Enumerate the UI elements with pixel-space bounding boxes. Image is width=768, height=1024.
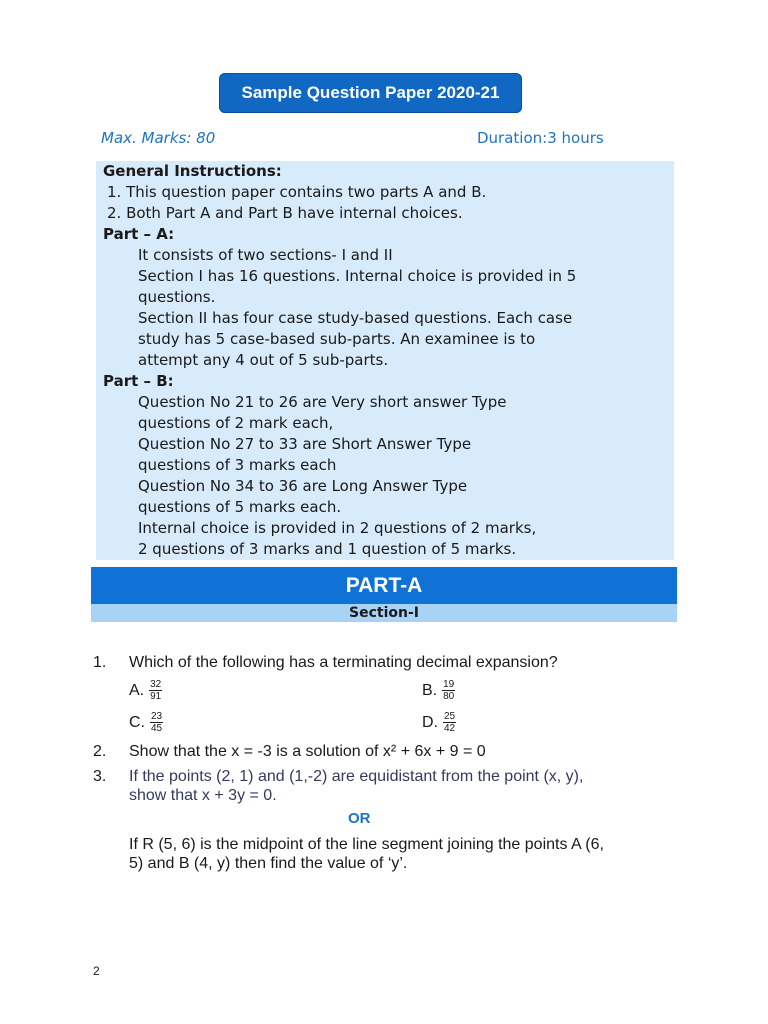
paper-title-box [219, 73, 522, 113]
section-title: Section-I [349, 605, 419, 621]
denominator: 80 [443, 691, 455, 702]
numerator: 32 [150, 679, 162, 690]
fraction [443, 711, 456, 734]
denominator: 45 [151, 723, 163, 734]
part-a-banner [91, 567, 677, 604]
option-label: A. [129, 681, 145, 699]
part-a-line: attempt any 4 out of 5 sub-parts. [138, 351, 389, 369]
section-banner [91, 604, 677, 622]
question-text: Which of the following has a terminating decimal expansion? [129, 654, 558, 671]
part-b-line: 2 questions of 3 marks and 1 question of 5 marks. [138, 540, 517, 558]
question-text: Show that the x = -3 is a solution of x² + 6x + 9 = 0 [129, 743, 486, 760]
option-label: D. [422, 713, 438, 731]
option-a [129, 679, 162, 702]
duration: Duration:3 hours [477, 129, 604, 147]
question-text-line-2: show that x + 3y = 0. [129, 787, 277, 804]
option-d [422, 711, 456, 734]
option-label: C. [129, 713, 145, 731]
numerator: 23 [151, 711, 163, 722]
part-b-line: Question No 34 to 36 are Long Answer Type [138, 477, 468, 495]
page-number: 2 [93, 964, 100, 978]
option-c [129, 711, 163, 734]
instruction-item: 1. This question paper contains two parts A and B. [107, 183, 487, 201]
part-b-line: questions of 5 marks each. [138, 498, 342, 516]
instructions-heading: General Instructions: [103, 162, 282, 180]
part-b-line: Question No 27 to 33 are Short Answer Type [138, 435, 472, 453]
part-b-line: questions of 3 marks each [138, 456, 337, 474]
part-b-heading: Part – B: [103, 372, 174, 390]
alt-question-line-2: 5) and B (4, y) then find the value of ‘y’. [129, 855, 408, 872]
part-a-title: PART-A [345, 573, 423, 597]
numerator: 25 [444, 711, 456, 722]
part-a-line: questions. [138, 288, 216, 306]
option-label: B. [422, 681, 438, 699]
numerator: 19 [443, 679, 455, 690]
part-a-line: Section II has four case study-based questions. Each case [138, 309, 573, 327]
part-a-line: It consists of two sections- I and II [138, 246, 393, 264]
denominator: 91 [150, 691, 162, 702]
part-b-line: questions of 2 mark each, [138, 414, 334, 432]
option-b [422, 679, 455, 702]
question-number: 1. [93, 654, 107, 671]
general-instructions-panel [96, 161, 674, 560]
question-number: 3. [93, 768, 107, 785]
part-a-line: study has 5 case-based sub-parts. An examinee is to [138, 330, 536, 348]
question-text-line-1: If the points (2, 1) and (1,-2) are equidistant from the point (x, y), [129, 768, 584, 785]
part-a-line: Section I has 16 questions. Internal choice is provided in 5 [138, 267, 577, 285]
question-number: 2. [93, 743, 107, 760]
fraction [442, 679, 455, 702]
fraction [150, 711, 163, 734]
alt-question-line-1: If R (5, 6) is the midpoint of the line segment joining the points A (6, [129, 836, 604, 853]
part-a-heading: Part – A: [103, 225, 175, 243]
or-separator: OR [348, 810, 371, 827]
instruction-item: 2. Both Part A and Part B have internal choices. [107, 204, 463, 222]
part-b-line: Internal choice is provided in 2 questions of 2 marks, [138, 519, 537, 537]
fraction [149, 679, 162, 702]
paper-title: Sample Question Paper 2020-21 [241, 83, 500, 102]
part-b-line: Question No 21 to 26 are Very short answer Type [138, 393, 507, 411]
max-marks: Max. Marks: 80 [101, 129, 216, 147]
denominator: 42 [444, 723, 456, 734]
